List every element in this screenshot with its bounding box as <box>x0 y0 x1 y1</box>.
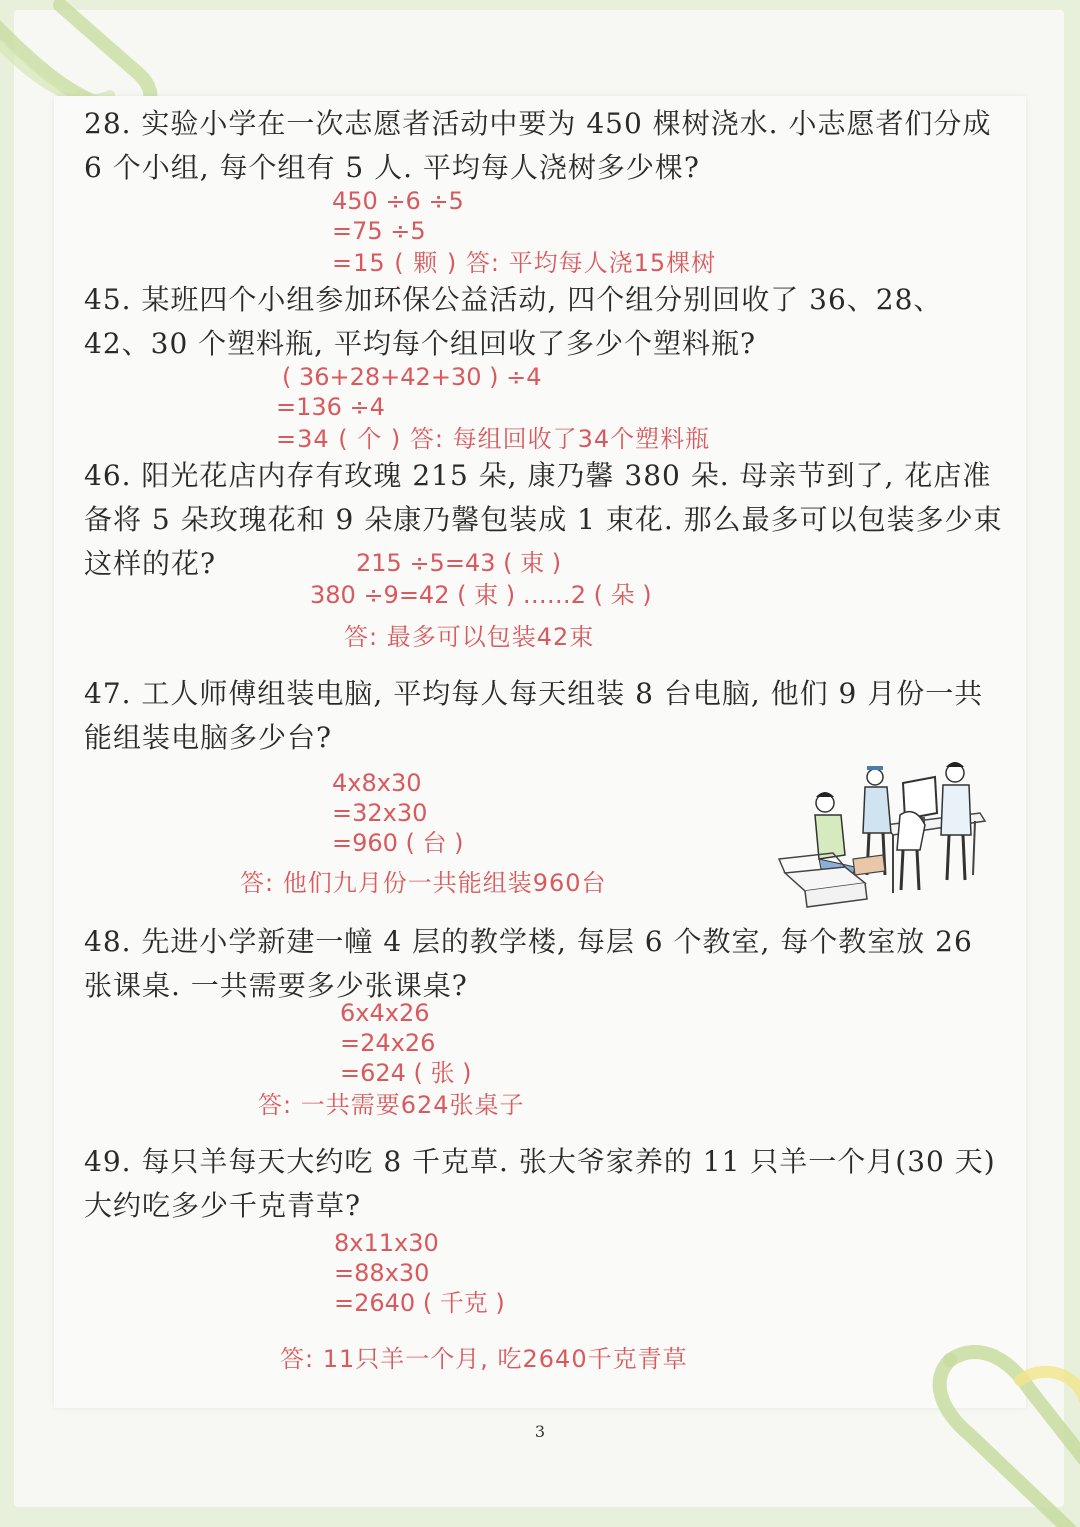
problem-28-work-line-1: 450 ÷6 ÷5 <box>332 187 464 215</box>
problem-48-text: 48. 先进小学新建一幢 4 层的教学楼, 每层 6 个教室, 每个教室放 26 张课桌. 一共需要多少张课桌? <box>84 925 973 1002</box>
problem-46-work-line-2: 380 ÷9=42 ( 束 ) ……2 ( 朵 ) <box>310 581 652 609</box>
problem-49-text: 49. 每只羊每天大约吃 8 千克草. 张大爷家养的 11 只羊一个月(30 天)大约吃多少千克青草? <box>84 1145 996 1222</box>
problem-28-work-line-2: =75 ÷5 <box>332 217 426 245</box>
problem-28-text: 28. 实验小学在一次志愿者活动中要为 450 棵树浇水. 小志愿者们分成 6 个小组, 每个组有 5 人. 平均每人浇树多少棵? <box>84 107 992 184</box>
problem-47-work-line-1: 4x8x30 <box>332 769 422 797</box>
problem-47-work-line-3: =960 ( 台 ) <box>332 829 464 857</box>
problem-46-text: 46. 阳光花店内存有玫瑰 215 朵, 康乃馨 380 朵. 母亲节到了, 花店准备将 5 朵玫瑰花和 9 朵康乃馨包装成 1 束花. 那么最多可以包装多少束这样的花? <box>84 459 1003 580</box>
problem-28-answer: =15 ( 颗 ) 答: 平均每人浇15棵树 <box>332 249 717 277</box>
problem-45-answer: =34 ( 个 ) 答: 每组回收了34个塑料瓶 <box>276 425 711 453</box>
problem-49-work-line-1: 8x11x30 <box>334 1229 439 1257</box>
page-number: 3 <box>534 1422 546 1441</box>
problem-47-text: 47. 工人师傅组装电脑, 平均每人每天组装 8 台电脑, 他们 9 月份一共能组装电脑多少台? <box>84 677 984 754</box>
problem-48-work-line-2: =24x26 <box>340 1029 436 1057</box>
problem-46-work-line-1: 215 ÷5=43 ( 束 ) <box>356 549 562 577</box>
problem-49-work-line-2: =88x30 <box>334 1259 430 1287</box>
problem-45-work-line-2: =136 ÷4 <box>276 393 385 421</box>
problem-49-answer: 答: 11只羊一个月, 吃2640千克青草 <box>280 1345 688 1373</box>
problem-48-answer: 答: 一共需要624张桌子 <box>258 1091 525 1119</box>
problem-48-work-line-1: 6x4x26 <box>340 999 430 1027</box>
problem-47-answer: 答: 他们九月份一共能组装960台 <box>240 869 607 897</box>
problem-48-work-line-3: =624 ( 张 ) <box>340 1059 472 1087</box>
problem-45-work-line-1: ( 36+28+42+30 ) ÷4 <box>282 363 542 391</box>
workers-assembling-computers-illustration <box>775 755 990 915</box>
problem-45-text: 45. 某班四个小组参加环保公益活动, 四个组分别回收了 36、28、42、30 个塑料瓶, 平均每个组回收了多少个塑料瓶? <box>84 283 943 360</box>
problem-46-answer: 答: 最多可以包装42束 <box>344 623 595 651</box>
problem-49-work-line-3: =2640 ( 千克 ) <box>334 1289 505 1317</box>
problem-47-work-line-2: =32x30 <box>332 799 428 827</box>
